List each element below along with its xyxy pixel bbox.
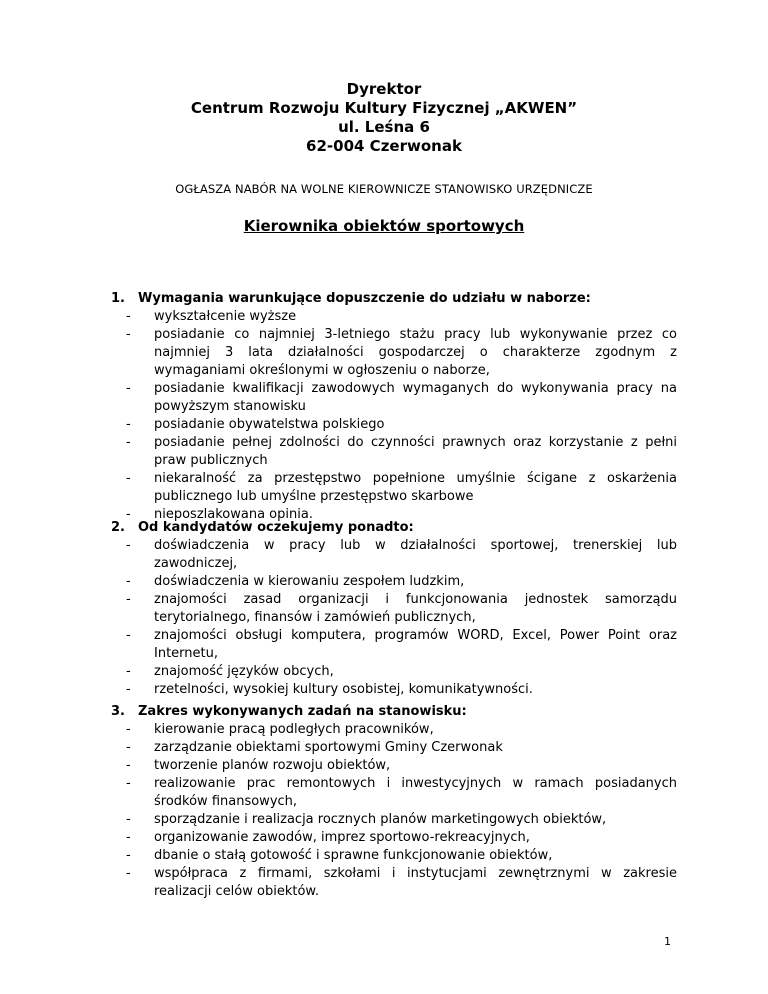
requirements-list bbox=[111, 308, 677, 524]
document-header bbox=[0, 80, 768, 156]
list-bullet: - bbox=[126, 309, 131, 324]
position-title bbox=[0, 217, 768, 235]
expectations-list bbox=[111, 537, 677, 699]
header-street: ul. Leśna 6 bbox=[338, 118, 430, 136]
page-number: 1 bbox=[664, 935, 671, 948]
list-item: - znajomość języków obcych, bbox=[126, 664, 334, 679]
list-bullet: - bbox=[126, 592, 131, 607]
section-number: 2. bbox=[111, 520, 125, 535]
list-item: - sporządzanie i realizacja rocznych planów marketingowych obiektów, bbox=[126, 812, 607, 827]
duties-list bbox=[111, 721, 677, 901]
section-duties bbox=[111, 703, 677, 901]
section-expectations bbox=[111, 519, 677, 699]
list-bullet: - bbox=[126, 381, 131, 396]
list-bullet: - bbox=[126, 812, 131, 827]
list-bullet: - bbox=[126, 722, 131, 737]
section-title: Od kandydatów oczekujemy ponadto: bbox=[138, 520, 414, 535]
list-item: - współpraca z firmami, szkołami i instytucjami zewnętrznymi w zakresie realizacji celów obiektów. bbox=[126, 866, 677, 899]
header-organization: Centrum Rozwoju Kultury Fizycznej „AKWEN” bbox=[190, 99, 578, 117]
list-bullet: - bbox=[126, 848, 131, 863]
section-heading bbox=[111, 519, 677, 537]
list-item: - kierowanie pracą podległych pracowników, bbox=[126, 722, 434, 737]
section-heading bbox=[111, 290, 677, 308]
list-item: - znajomości obsługi komputera, programów WORD, Excel, Power Point oraz Internetu, bbox=[126, 628, 677, 661]
list-bullet: - bbox=[126, 758, 131, 773]
list-item: - doświadczenia w kierowaniu zespołem ludzkim, bbox=[126, 574, 465, 589]
list-bullet: - bbox=[126, 507, 131, 522]
list-item: - niekaralność za przestępstwo popełnione umyślnie ścigane z oskarżenia publicznego lub umyślne przestępstwo skarbowe bbox=[126, 471, 677, 504]
list-bullet: - bbox=[126, 866, 131, 881]
list-item: - posiadanie co najmniej 3-letniego stażu pracy lub wykonywanie przez co najmniej 3 lata działalności gospodarczej o charakterze zgodnym z wymaganiami określonymi w ogłoszeniu o naborze, bbox=[126, 327, 677, 378]
list-item: - zarządzanie obiektami sportowymi Gminy Czerwonak bbox=[126, 740, 503, 755]
list-item: - wykształcenie wyższe bbox=[126, 309, 297, 324]
list-item: - posiadanie kwalifikacji zawodowych wymaganych do wykonywania pracy na powyższym stanowisku bbox=[126, 381, 677, 414]
list-bullet: - bbox=[126, 327, 131, 342]
recruitment-notice: OGŁASZA NABÓR NA WOLNE KIEROWNICZE STANOWISKO URZĘDNICZE bbox=[175, 182, 593, 196]
list-bullet: - bbox=[126, 830, 131, 845]
header-director: Dyrektor bbox=[346, 80, 422, 98]
list-item: - posiadanie obywatelstwa polskiego bbox=[126, 417, 385, 432]
list-bullet: - bbox=[126, 664, 131, 679]
list-item: - organizowanie zawodów, imprez sportowo-rekreacyjnych, bbox=[126, 830, 530, 845]
list-item: - doświadczenia w pracy lub w działalności sportowej, trenerskiej lub zawodniczej, bbox=[126, 538, 677, 571]
section-requirements bbox=[111, 290, 677, 524]
section-number: 1. bbox=[111, 291, 125, 306]
list-bullet: - bbox=[126, 628, 131, 643]
header-city: 62-004 Czerwonak bbox=[306, 137, 462, 155]
list-bullet: - bbox=[126, 417, 131, 432]
list-item: - posiadanie pełnej zdolności do czynności prawnych oraz korzystanie z pełni praw publicznych bbox=[126, 435, 677, 468]
list-item: - realizowanie prac remontowych i inwestycyjnych w ramach posiadanych środków finansowych, bbox=[126, 776, 677, 809]
section-title: Zakres wykonywanych zadań na stanowisku: bbox=[138, 704, 467, 719]
list-bullet: - bbox=[126, 435, 131, 450]
section-heading bbox=[111, 703, 677, 721]
list-item: - rzetelności, wysokiej kultury osobistej, komunikatywności. bbox=[126, 682, 533, 697]
position-title-text: Kierownika obiektów sportowych bbox=[243, 217, 525, 235]
list-bullet: - bbox=[126, 538, 131, 553]
list-item: - dbanie o stałą gotowość i sprawne funkcjonowanie obiektów, bbox=[126, 848, 553, 863]
list-item: - tworzenie planów rozwoju obiektów, bbox=[126, 758, 391, 773]
section-number: 3. bbox=[111, 704, 125, 719]
section-title: Wymagania warunkujące dopuszczenie do udziału w naborze: bbox=[138, 291, 591, 306]
list-item: - znajomości zasad organizacji i funkcjonowania jednostek samorządu terytorialnego, finansów i zamówień publicznych, bbox=[126, 592, 677, 625]
list-item: - nieposzlakowana opinia. bbox=[126, 507, 313, 522]
list-bullet: - bbox=[126, 740, 131, 755]
list-bullet: - bbox=[126, 471, 131, 486]
list-bullet: - bbox=[126, 574, 131, 589]
list-bullet: - bbox=[126, 776, 131, 791]
list-bullet: - bbox=[126, 682, 131, 697]
